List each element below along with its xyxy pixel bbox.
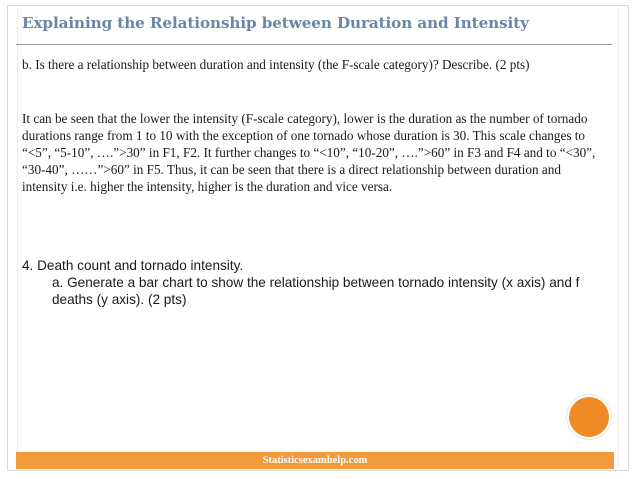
question-text: b. Is there a relationship between duration and intensity (the F-scale category)? Describe. (2 pts) [22, 57, 530, 72]
slide-title: Explaining the Relationship between Duration and Intensity [22, 14, 529, 32]
footer-website: Statisticsexamhelp.com [262, 455, 368, 466]
slide-frame [7, 5, 629, 471]
task-heading: 4. Death count and tornado intensity. [22, 258, 244, 273]
footer-bar [16, 452, 614, 469]
answer-paragraph: It can be seen that the lower the intensity (F-scale category), lower is the duration as the number of tornado durations range from 1 to 10 with the exception of one tornado whose duration is 30. This scale changes to “<5”, “5-10”, ….”>30” in F1, F2. It further changes to “<10”, “10-20”, ….”>60” in F3 and F4 and to “<30”, “30-40”, ……”>60” in F5. Thus, it can be seen that there is a direct relationship between duration and intensity i.e. higher the intensity, higher is the duration and vice versa. [22, 111, 596, 194]
title-divider [16, 44, 612, 45]
task-subitem: a. Generate a bar chart to show the relationship between tornado intensity (x axis) and f deaths (y axis). (2 pts) [52, 275, 580, 307]
slide-inner-border [17, 9, 619, 467]
task-block [22, 257, 602, 308]
decorative-orange-circle [569, 397, 609, 437]
